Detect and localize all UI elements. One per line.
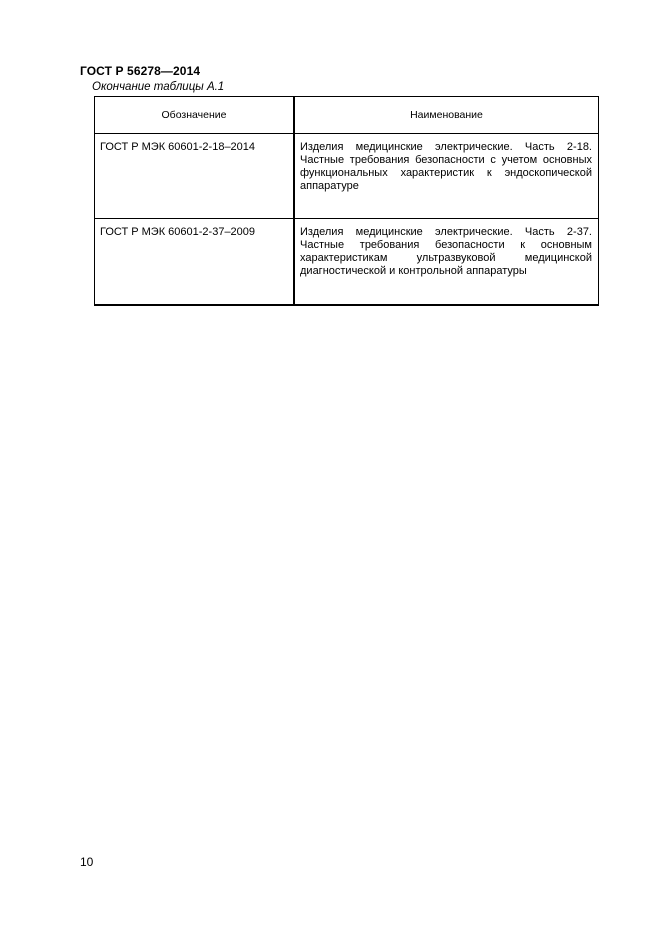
document-code: ГОСТ Р 56278—2014 [80,64,201,78]
table-caption: Окончание таблицы А.1 [92,81,225,93]
reference-table [94,96,599,306]
table-row [95,219,599,306]
standard-code-cell: ГОСТ Р МЭК 60601-2-37–2009 [95,219,295,306]
standard-name-cell: Изделия медицинские электрические. Часть 2-18. Частные требования безопасности с учетом основных функциональных характеристик к эндоскопической аппаратуре [294,134,599,219]
column-header-designation: Обозначение [95,97,295,134]
standard-code-cell: ГОСТ Р МЭК 60601-2-18–2014 [95,134,295,219]
table-row [95,134,599,219]
column-header-name: Наименование [294,97,599,134]
standard-name-cell: Изделия медицинские электрические. Часть 2-37. Частные требования безопасности к основным характеристикам ультразвуковой медицинской диагностической и контрольной аппаратуры [294,219,599,306]
page-number: 10 [80,855,94,869]
table-header-row [95,97,599,134]
